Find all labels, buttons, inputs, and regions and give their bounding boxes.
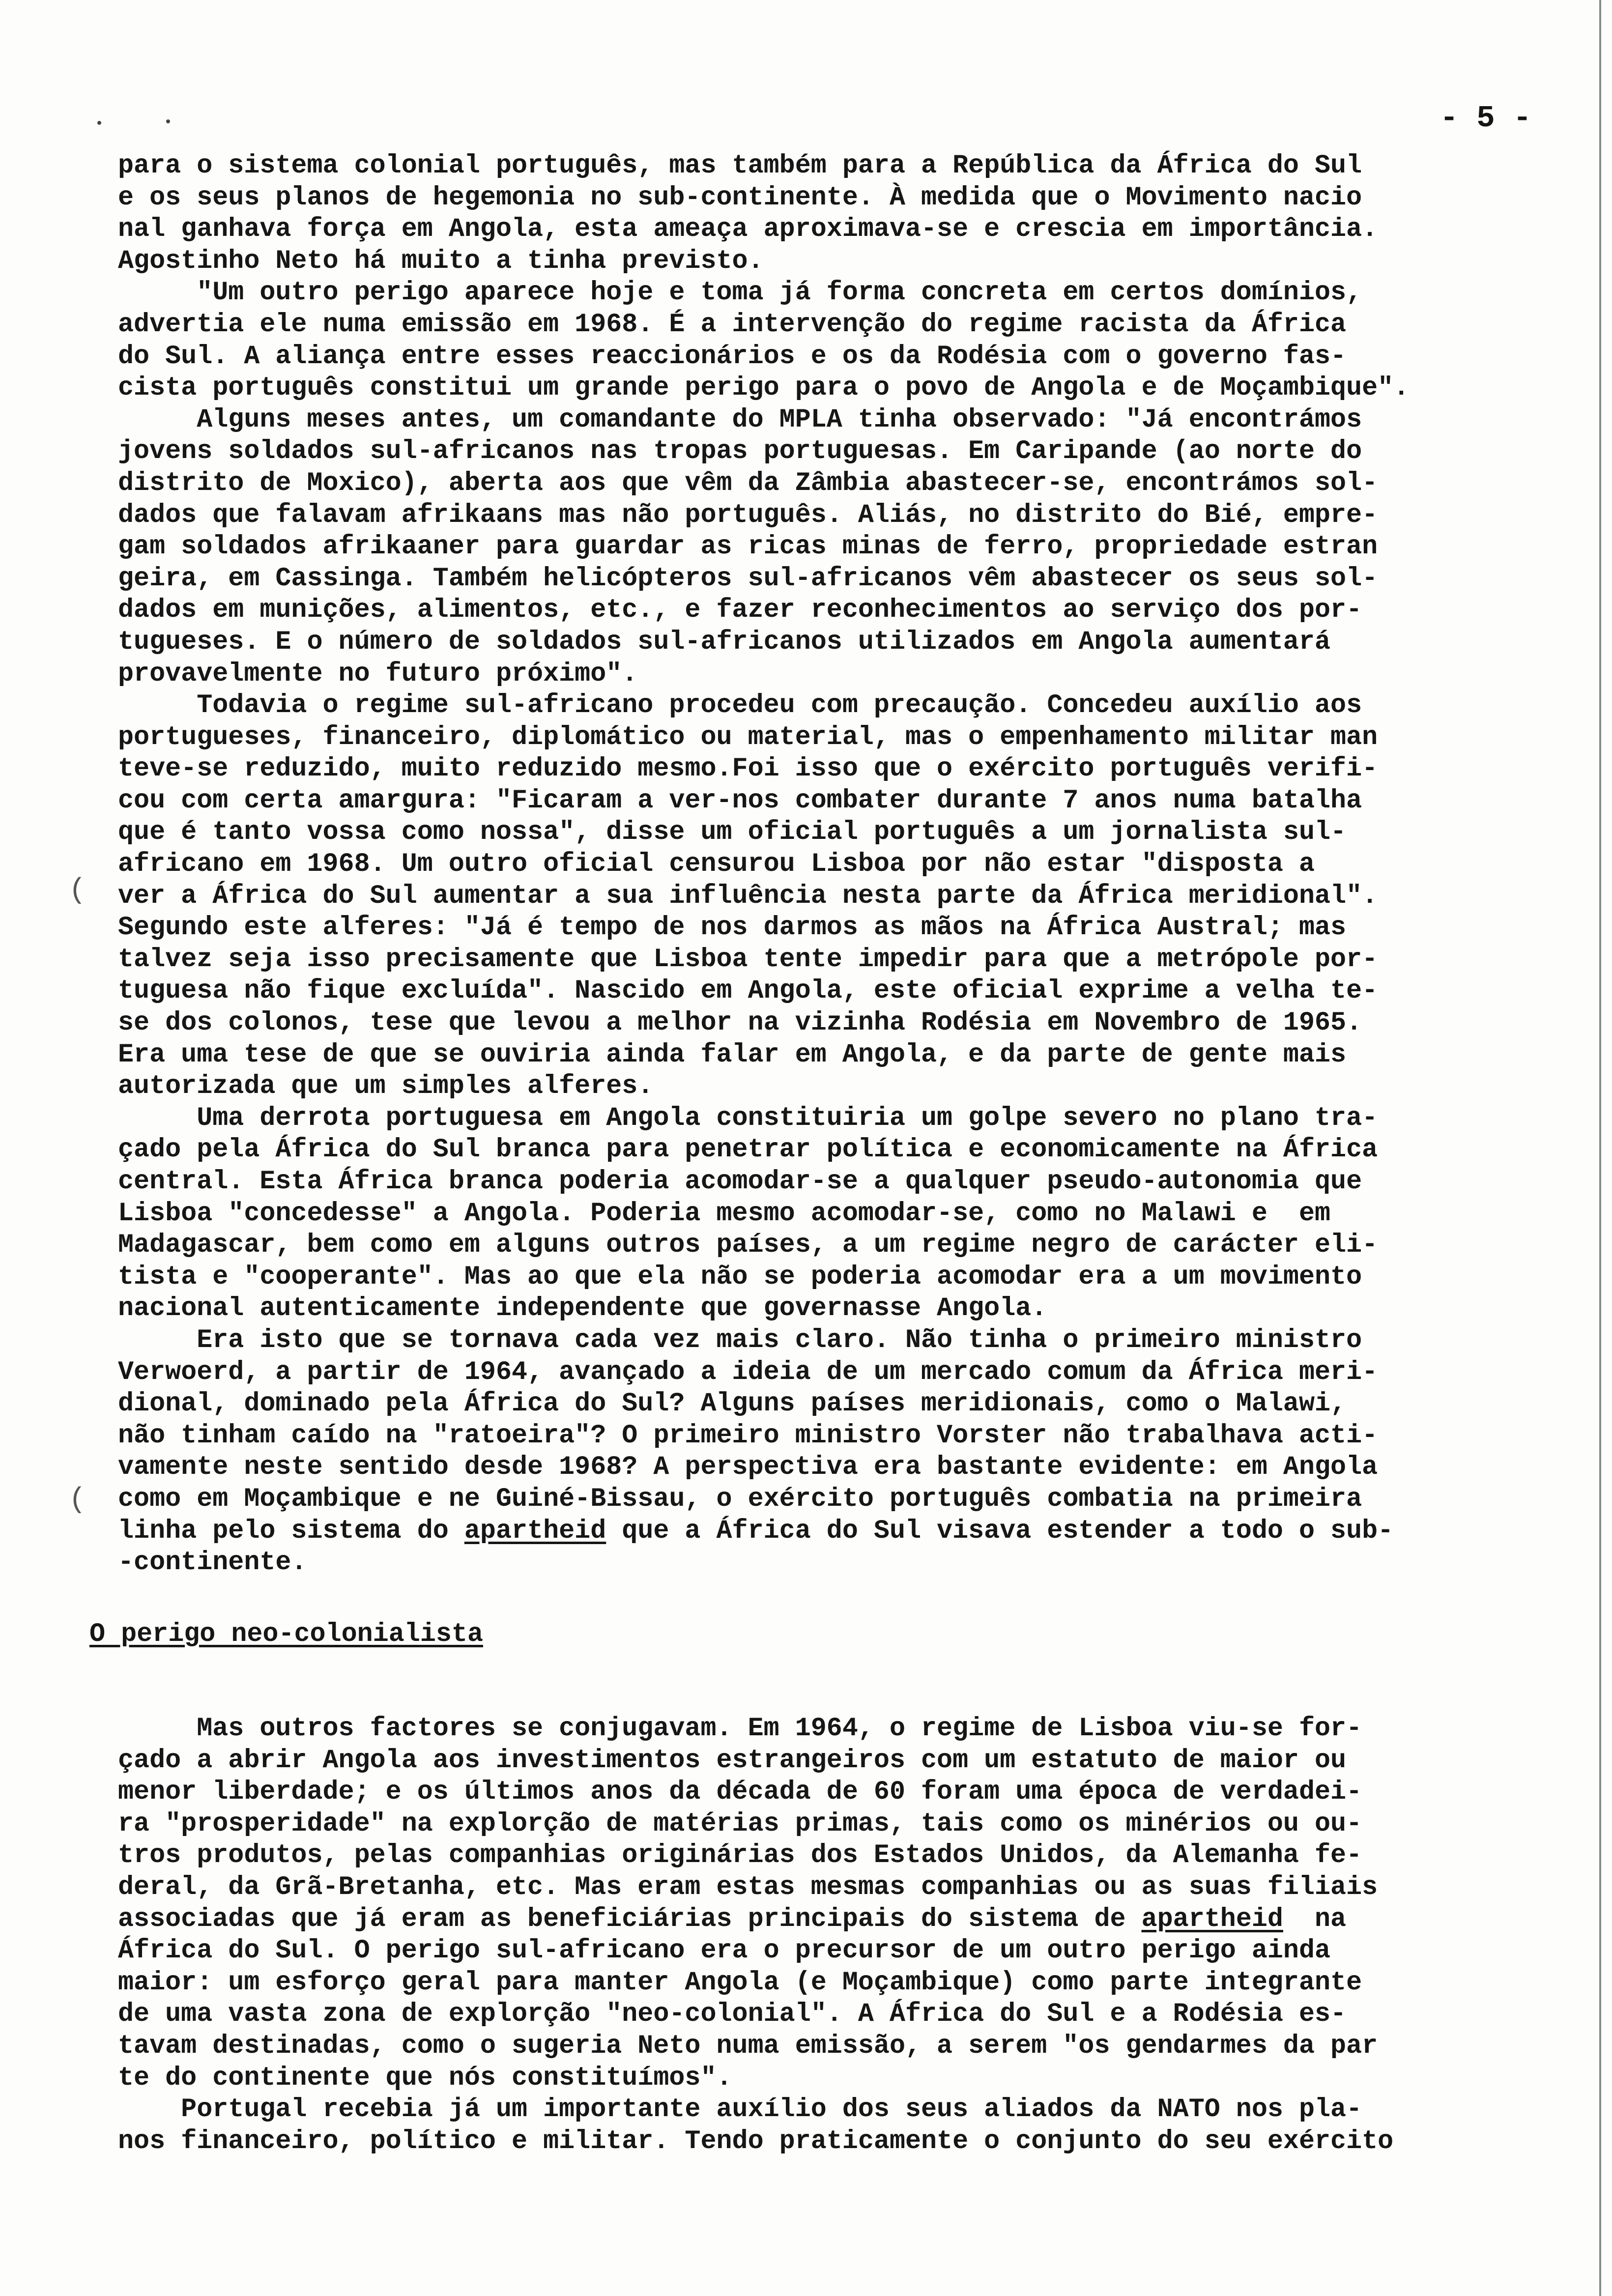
- text-line: ver a África do Sul aumentar a sua influência nesta parte da África meridional".: [118, 881, 1378, 911]
- scan-speck: [166, 119, 170, 123]
- text-line: central. Esta África branca poderia acomodar-se a qualquer pseudo-autonomia que: [118, 1167, 1362, 1197]
- text-line: Mas outros factores se conjugavam. Em 1964, o regime de Lisboa viu-se for-: [118, 1714, 1362, 1744]
- text-line: te do continente que nós constituímos".: [118, 2063, 732, 2093]
- margin-mark: (: [69, 1484, 86, 1516]
- body-text-block: [118, 150, 1519, 1579]
- text-line: ra "prosperidade" na explorção de matérias primas, tais como os minérios ou ou-: [118, 1809, 1362, 1839]
- text-line: vamente neste sentido desde 1968? A perspectiva era bastante evidente: em Angola: [118, 1453, 1378, 1483]
- text-line: geira, em Cassinga. Também helicópteros sul-africanos vêm abastecer os seus sol-: [118, 564, 1378, 594]
- margin-mark: (: [69, 875, 86, 907]
- text-line: dados em munições, alimentos, etc., e fazer reconhecimentos ao serviço dos por-: [118, 596, 1362, 626]
- page-number: - 5 -: [1440, 101, 1532, 136]
- text-line: África do Sul. O perigo sul-africano era o precursor de um outro perigo ainda: [118, 1936, 1331, 1966]
- text-line: Agostinho Neto há muito a tinha previsto.: [118, 246, 764, 276]
- text-line: nos financeiro, político e militar. Tendo praticamente o conjunto do seu exército: [118, 2126, 1394, 2156]
- text-line: linha pelo sistema do apartheid que a África do Sul visava estender a todo o sub-: [118, 1516, 1394, 1546]
- body-text-block: [118, 1713, 1519, 2157]
- text-line: Segundo este alferes: "Já é tempo de nos darmos as mãos na África Austral; mas: [118, 913, 1347, 943]
- text-line: teve-se reduzido, muito reduzido mesmo.Foi isso que o exército português verifi-: [118, 754, 1378, 784]
- text-line: se dos colonos, tese que levou a melhor na vizinha Rodésia em Novembro de 1965.: [118, 1008, 1362, 1038]
- text-line: jovens soldados sul-africanos nas tropas portuguesas. Em Caripande (ao norte do: [118, 437, 1362, 467]
- underlined-term: apartheid: [464, 1516, 606, 1546]
- text-line: Todavia o regime sul-africano procedeu com precaução. Concedeu auxílio aos: [118, 691, 1362, 721]
- text-line: tavam destinadas, como o sugeria Neto numa emissão, a serem "os gendarmes da par: [118, 2031, 1378, 2061]
- text-line: Alguns meses antes, um comandante do MPLA tinha observado: "Já encontrámos: [118, 405, 1362, 435]
- underlined-term: apartheid: [1141, 1904, 1283, 1934]
- text-line: gam soldados afrikaaner para guardar as ricas minas de ferro, propriedade estran: [118, 532, 1378, 562]
- text-line: çado a abrir Angola aos investimentos estrangeiros com um estatuto de maior ou: [118, 1746, 1347, 1776]
- text-line: portugueses, financeiro, diplomático ou material, mas o empenhamento militar man: [118, 722, 1378, 752]
- text-line: -continente.: [118, 1548, 307, 1578]
- text-line: talvez seja isso precisamente que Lisboa tente impedir para que a metrópole por-: [118, 945, 1378, 975]
- text-line: tuguesa não fique excluída". Nascido em Angola, este oficial exprime a velha te-: [118, 976, 1378, 1006]
- text-line: deral, da Grã-Bretanha, etc. Mas eram estas mesmas companhias ou as suas filiais: [118, 1872, 1378, 1902]
- text-line: de uma vasta zona de explorção "neo-colonial". A África do Sul e a Rodésia es-: [118, 2000, 1347, 2030]
- section-heading: O perigo neo-colonialista: [89, 1620, 483, 1649]
- text-line: provavelmente no futuro próximo".: [118, 659, 638, 689]
- text-line: africano em 1968. Um outro oficial censurou Lisboa por não estar "disposta a: [118, 850, 1315, 880]
- text-line: dional, dominado pela África do Sul? Alguns países meridionais, como o Malawi,: [118, 1389, 1347, 1419]
- text-line: nal ganhava força em Angola, esta ameaça aproximava-se e crescia em importância.: [118, 215, 1378, 245]
- text-line: associadas que já eram as beneficiárias principais do sistema de apartheid na: [118, 1904, 1347, 1934]
- text-line: Uma derrota portuguesa em Angola constituiria um golpe severo no plano tra-: [118, 1103, 1378, 1133]
- text-line: menor liberdade; e os últimos anos da década de 60 foram uma época de verdadei-: [118, 1778, 1362, 1808]
- text-line: Era isto que se tornava cada vez mais claro. Não tinha o primeiro ministro: [118, 1325, 1362, 1355]
- text-line: Madagascar, bem como em alguns outros países, a um regime negro de carácter eli-: [118, 1231, 1378, 1261]
- text-line: maior: um esforço geral para manter Angola (e Moçambique) como parte integrante: [118, 1968, 1362, 1998]
- text-line: do Sul. A aliança entre esses reaccionários e os da Rodésia com o governo fas-: [118, 342, 1347, 372]
- text-line: e os seus planos de hegemonia no sub-continente. À medida que o Movimento nacio: [118, 183, 1362, 213]
- text-line: cista português constitui um grande perigo para o povo de Angola e de Moçambique".: [118, 373, 1410, 403]
- scan-speck: [97, 121, 101, 125]
- text-line: Lisboa "concedesse" a Angola. Poderia mesmo acomodar-se, como no Malawi e em: [118, 1199, 1331, 1229]
- text-line: advertia ele numa emissão em 1968. É a intervenção do regime racista da África: [118, 310, 1347, 340]
- text-line: "Um outro perigo aparece hoje e toma já forma concreta em certos domínios,: [118, 278, 1362, 308]
- text-line: para o sistema colonial português, mas também para a República da África do Sul: [118, 151, 1362, 181]
- text-line: Verwoerd, a partir de 1964, avançado a ideia de um mercado comum da África meri-: [118, 1357, 1378, 1387]
- text-line: Portugal recebia já um importante auxílio dos seus aliados da NATO nos pla-: [118, 2095, 1362, 2125]
- text-line: dados que falavam afrikaans mas não português. Aliás, no distrito do Bié, empre-: [118, 500, 1378, 530]
- text-line: autorizada que um simples alferes.: [118, 1072, 654, 1102]
- text-line: tros produtos, pelas companhias originárias dos Estados Unidos, da Alemanha fe-: [118, 1841, 1362, 1871]
- text-line: como em Moçambique e ne Guiné-Bissau, o exército português combatia na primeira: [118, 1484, 1362, 1514]
- text-line: distrito de Moxico), aberta aos que vêm da Zâmbia abastecer-se, encontrámos sol-: [118, 468, 1378, 498]
- scan-edge-line: [1599, 0, 1601, 2296]
- text-line: tugueses. E o número de soldados sul-africanos utilizados em Angola aumentará: [118, 627, 1331, 657]
- text-line: cou com certa amargura: "Ficaram a ver-nos combater durante 7 anos numa batalha: [118, 786, 1362, 816]
- text-line: Era uma tese de que se ouviria ainda falar em Angola, e da parte de gente mais: [118, 1040, 1347, 1070]
- text-line: que é tanto vossa como nossa", disse um oficial português a um jornalista sul-: [118, 818, 1347, 848]
- text-line: não tinham caído na "ratoeira"? O primeiro ministro Vorster não trabalhava acti-: [118, 1421, 1378, 1451]
- text-line: çado pela África do Sul branca para penetrar política e economicamente na África: [118, 1135, 1378, 1165]
- text-line: nacional autenticamente independente que governasse Angola.: [118, 1294, 1047, 1324]
- text-line: tista e "cooperante". Mas ao que ela não se poderia acomodar era a um movimento: [118, 1262, 1362, 1292]
